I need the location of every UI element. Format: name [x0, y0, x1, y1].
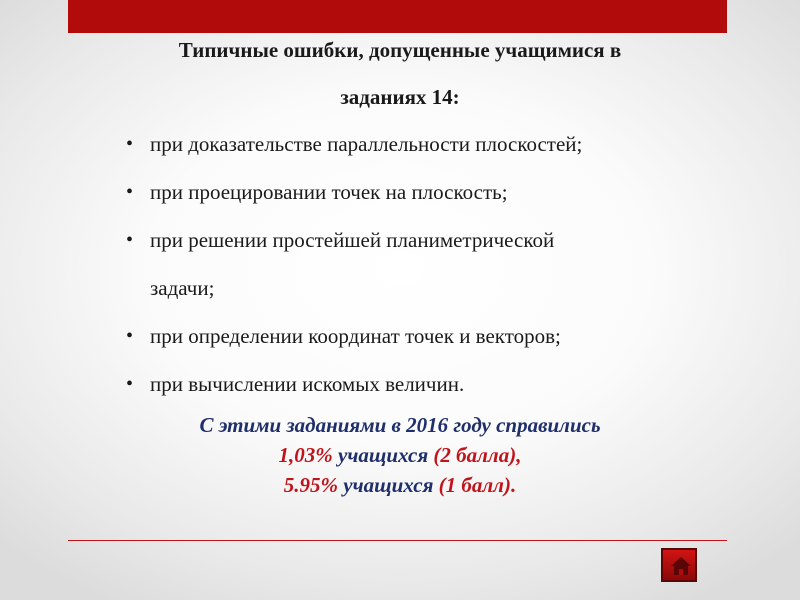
slide-title-line-2: заданиях 14: — [340, 85, 460, 109]
list-item: • при доказательстве параллельности плоскостей; — [126, 120, 726, 168]
results-summary — [100, 410, 700, 500]
list-item: • при вычислении искомых величин. — [126, 360, 726, 408]
top-accent-bar — [68, 0, 727, 33]
summary-percent-2: 5.95% — [283, 473, 339, 497]
summary-line-3 — [100, 470, 700, 500]
list-item: • при проецировании точек на плоскость; — [126, 168, 726, 216]
list-item: • при определении координат точек и векторов; — [126, 312, 726, 360]
home-icon — [670, 556, 692, 576]
slide-title-line-1: Типичные ошибки, допущенные учащимися в — [178, 38, 622, 62]
summary-score-1: (2 балла), — [433, 443, 522, 467]
summary-line-2 — [100, 440, 700, 470]
list-item-continuation: задачи; — [150, 276, 215, 300]
summary-score-2: (1 балл). — [438, 473, 517, 497]
summary-percent-1: 1,03% — [278, 443, 333, 467]
summary-students-1: учащихся — [338, 443, 429, 467]
home-button[interactable] — [661, 548, 697, 582]
summary-students-2: учащихся — [343, 473, 434, 497]
list-item: • при решении простейшей планиметрической — [126, 216, 726, 264]
summary-line-1: С этими заданиями в 2016 году справились — [199, 413, 601, 437]
bottom-divider — [68, 540, 727, 541]
error-list — [126, 120, 726, 408]
